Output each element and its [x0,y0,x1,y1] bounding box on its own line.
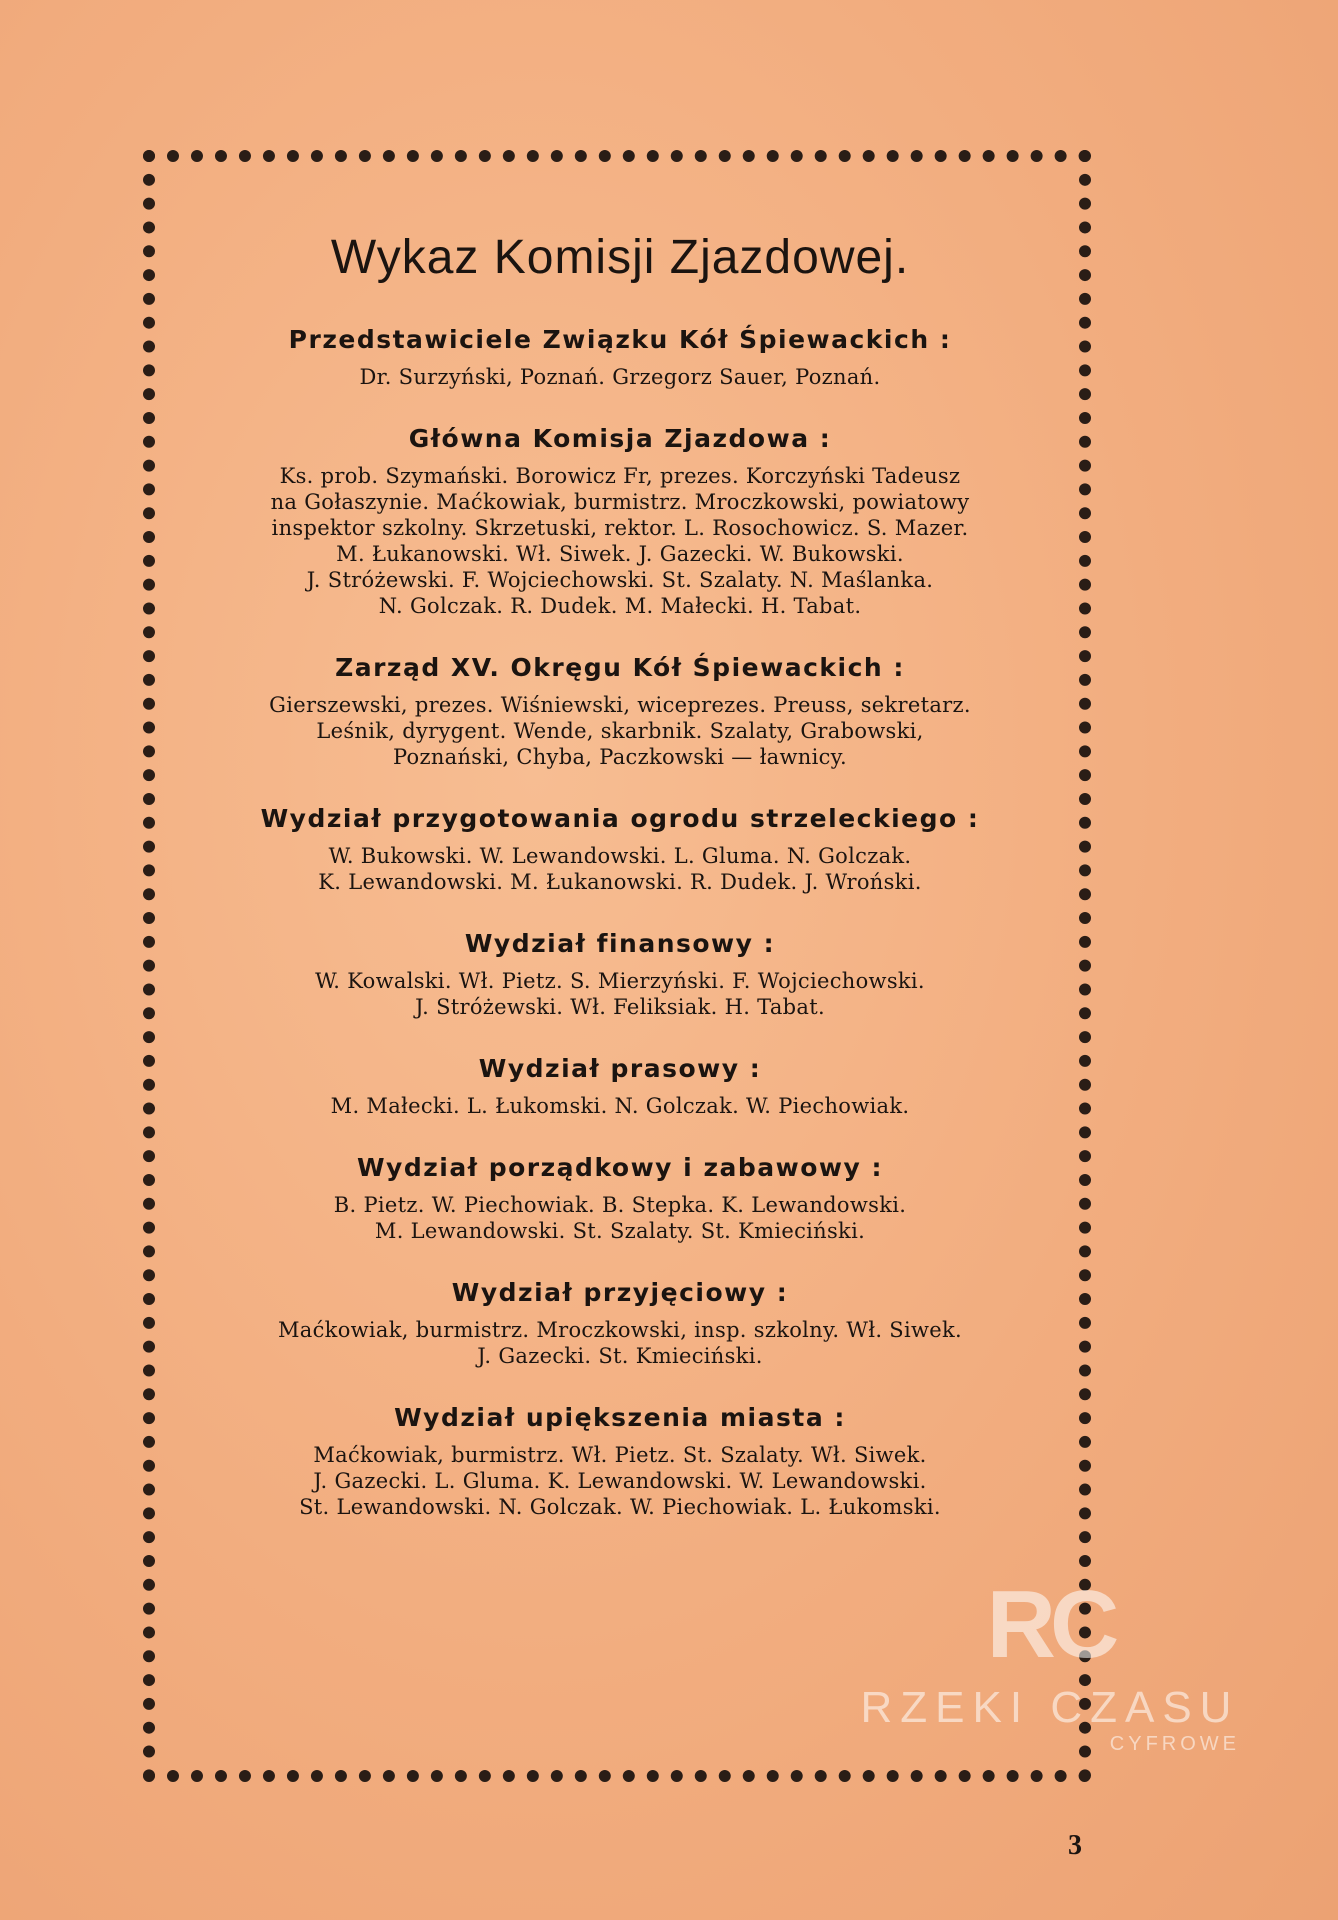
section-heading: Główna Komisja Zjazdowa : [408,424,832,453]
section-heading: Wydział przyjęciowy : [451,1278,789,1307]
section-heading: Wydział prasowy : [478,1054,762,1083]
member-line: Poznański, Chyba, Paczkowski — ławnicy. [392,745,848,769]
member-line: na Gołaszynie. Maćkowiak, burmistrz. Mroczkowski, powiatowy [270,490,970,514]
member-line: M. Lewandowski. St. Szalaty. St. Kmieciński. [374,1219,866,1243]
section [200,1054,1040,1119]
section-heading: Wydział przygotowania ogrodu strzeleckiego : [260,804,980,833]
member-line: M. Małecki. L. Łukomski. N. Golczak. W. Piechowiak. [330,1094,910,1118]
section [200,804,1040,895]
member-line: N. Golczak. R. Dudek. M. Małecki. H. Tabat. [378,594,862,618]
member-line: Maćkowiak, burmistrz. Mroczkowski, insp. szkolny. Wł. Siwek. [277,1318,962,1342]
section-heading: Wydział porządkowy i zabawowy : [356,1153,883,1182]
member-line: St. Lewandowski. N. Golczak. W. Piechowiak. L. Łukomski. [299,1495,941,1519]
member-line: inspektor szkolny. Skrzetuski, rektor. L. Rosochowicz. S. Mazer. [271,516,969,540]
document-body [200,150,1040,1520]
section [200,1403,1040,1520]
member-line: J. Stróżewski. F. Wojciechowski. St. Szalaty. N. Maślanka. [306,568,934,592]
member-line: Dr. Surzyński, Poznań. Grzegorz Sauer, Poznań. [359,365,881,389]
section [200,325,1040,390]
section-heading: Przedstawiciele Związku Kół Śpiewackich : [288,325,952,354]
page-number: 3 [1068,1830,1082,1861]
member-line: W. Bukowski. W. Lewandowski. L. Gluma. N. Golczak. [328,844,912,868]
section [200,929,1040,1020]
member-line: J. Stróżewski. Wł. Feliksiak. H. Tabat. [415,995,825,1019]
page-title: Wykaz Komisji Zjazdowej. [330,231,910,284]
member-line: Leśnik, dyrygent. Wende, skarbnik. Szalaty, Grabowski, [316,719,924,743]
member-line: Ks. prob. Szymański. Borowicz Fr, prezes. Korczyński Tadeusz [279,464,961,488]
section [200,424,1040,619]
section-heading: Wydział upiększenia miasta : [394,1403,846,1432]
section [200,653,1040,770]
watermark-title: RZEKI CZASU [860,1683,1240,1732]
member-line: W. Kowalski. Wł. Pietz. S. Mierzyński. F. Wojciechowski. [315,969,925,993]
member-line: J. Gazecki. L. Gluma. K. Lewandowski. W. Lewandowski. [313,1469,927,1493]
watermark-subtitle: CYFROWE [1109,1733,1240,1755]
member-line: Gierszewski, prezes. Wiśniewski, wiceprezes. Preuss, sekretarz. [269,693,971,717]
watermark [850,1571,1250,1756]
member-line: Maćkowiak, burmistrz. Wł. Pietz. St. Szalaty. Wł. Siwek. [313,1443,927,1467]
member-line: B. Pietz. W. Piechowiak. B. Stepka. K. Lewandowski. [333,1193,907,1217]
section [200,1153,1040,1244]
section-heading: Zarząd XV. Okręgu Kół Śpiewackich : [335,653,905,682]
section [200,1278,1040,1369]
member-line: K. Lewandowski. M. Łukanowski. R. Dudek. J. Wroński. [318,870,922,894]
section-heading: Wydział finansowy : [464,929,776,958]
member-line: M. Łukanowski. Wł. Siwek. J. Gazecki. W. Bukowski. [336,542,904,566]
member-line: J. Gazecki. St. Kmieciński. [477,1344,763,1368]
sections [200,325,1040,1520]
watermark-logo: RC [986,1571,1114,1678]
